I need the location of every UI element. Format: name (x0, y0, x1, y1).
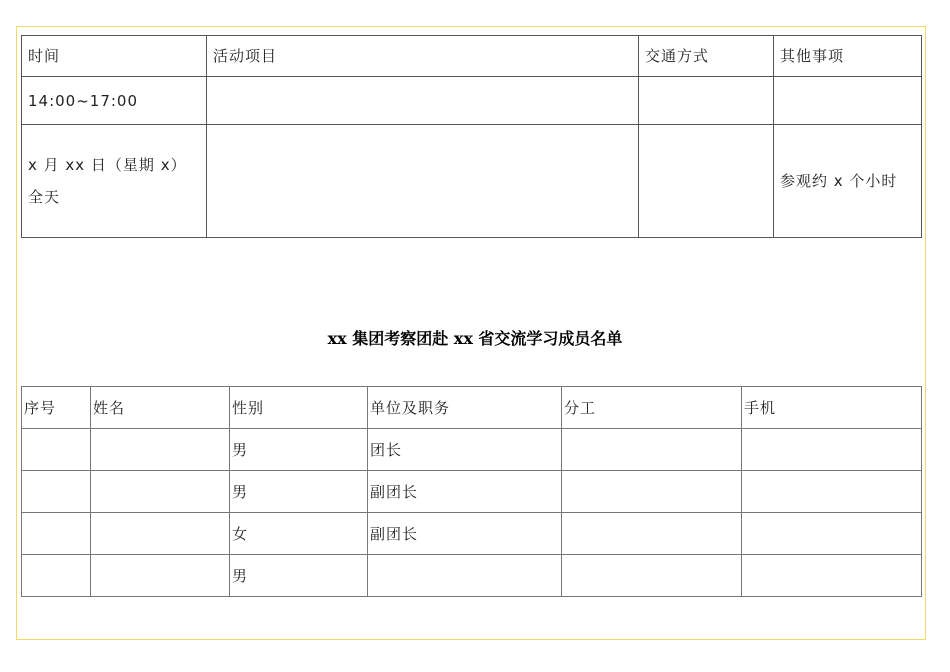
roster-cell-role (562, 555, 742, 597)
schedule-cell-notes (774, 77, 922, 125)
schedule-table (21, 35, 922, 238)
schedule-cell-time: 14:00~17:00 (22, 77, 207, 125)
schedule-header-time: 时间 (22, 36, 207, 77)
schedule-cell-activity (207, 77, 639, 125)
roster-cell-index (22, 555, 91, 597)
roster-cell-name (91, 471, 230, 513)
schedule-header-notes: 其他事项 (774, 36, 922, 77)
schedule-header-activity: 活动项目 (207, 36, 639, 77)
schedule-cell-transport (639, 77, 774, 125)
roster-row (22, 429, 922, 471)
roster-title: xx 集团考察团赴 xx 省交流学习成员名单 (327, 329, 623, 348)
roster-cell-position: 副团长 (368, 513, 562, 555)
roster-cell-position: 副团长 (368, 471, 562, 513)
schedule-row (22, 77, 922, 125)
roster-cell-index (22, 471, 91, 513)
roster-cell-name (91, 429, 230, 471)
schedule-header-row (22, 36, 922, 77)
roster-header-gender: 性别 (230, 387, 368, 429)
roster-cell-gender: 男 (230, 429, 368, 471)
schedule-cell-activity (207, 125, 639, 238)
schedule-cell-time: x 月 xx 日（星期 x）全天 (22, 125, 207, 238)
schedule-cell-transport (639, 125, 774, 238)
roster-cell-name (91, 555, 230, 597)
roster-cell-gender: 女 (230, 513, 368, 555)
schedule-row (22, 125, 922, 238)
roster-cell-phone (742, 471, 922, 513)
roster-cell-position: 团长 (368, 429, 562, 471)
roster-row (22, 555, 922, 597)
roster-cell-index (22, 429, 91, 471)
roster-row (22, 513, 922, 555)
roster-cell-role (562, 471, 742, 513)
roster-header-name: 姓名 (91, 387, 230, 429)
roster-header-index: 序号 (22, 387, 91, 429)
roster-cell-role (562, 513, 742, 555)
roster-header-row (22, 387, 922, 429)
roster-header-position: 单位及职务 (368, 387, 562, 429)
roster-header-phone: 手机 (742, 387, 922, 429)
roster-table (21, 386, 922, 597)
roster-header-role: 分工 (562, 387, 742, 429)
schedule-cell-notes: 参观约 x 个小时 (774, 125, 922, 238)
roster-cell-phone (742, 513, 922, 555)
roster-cell-phone (742, 429, 922, 471)
roster-cell-gender: 男 (230, 471, 368, 513)
roster-cell-index (22, 513, 91, 555)
roster-row (22, 471, 922, 513)
roster-cell-gender: 男 (230, 555, 368, 597)
schedule-header-transport: 交通方式 (639, 36, 774, 77)
roster-cell-name (91, 513, 230, 555)
roster-cell-phone (742, 555, 922, 597)
roster-cell-role (562, 429, 742, 471)
roster-cell-position (368, 555, 562, 597)
